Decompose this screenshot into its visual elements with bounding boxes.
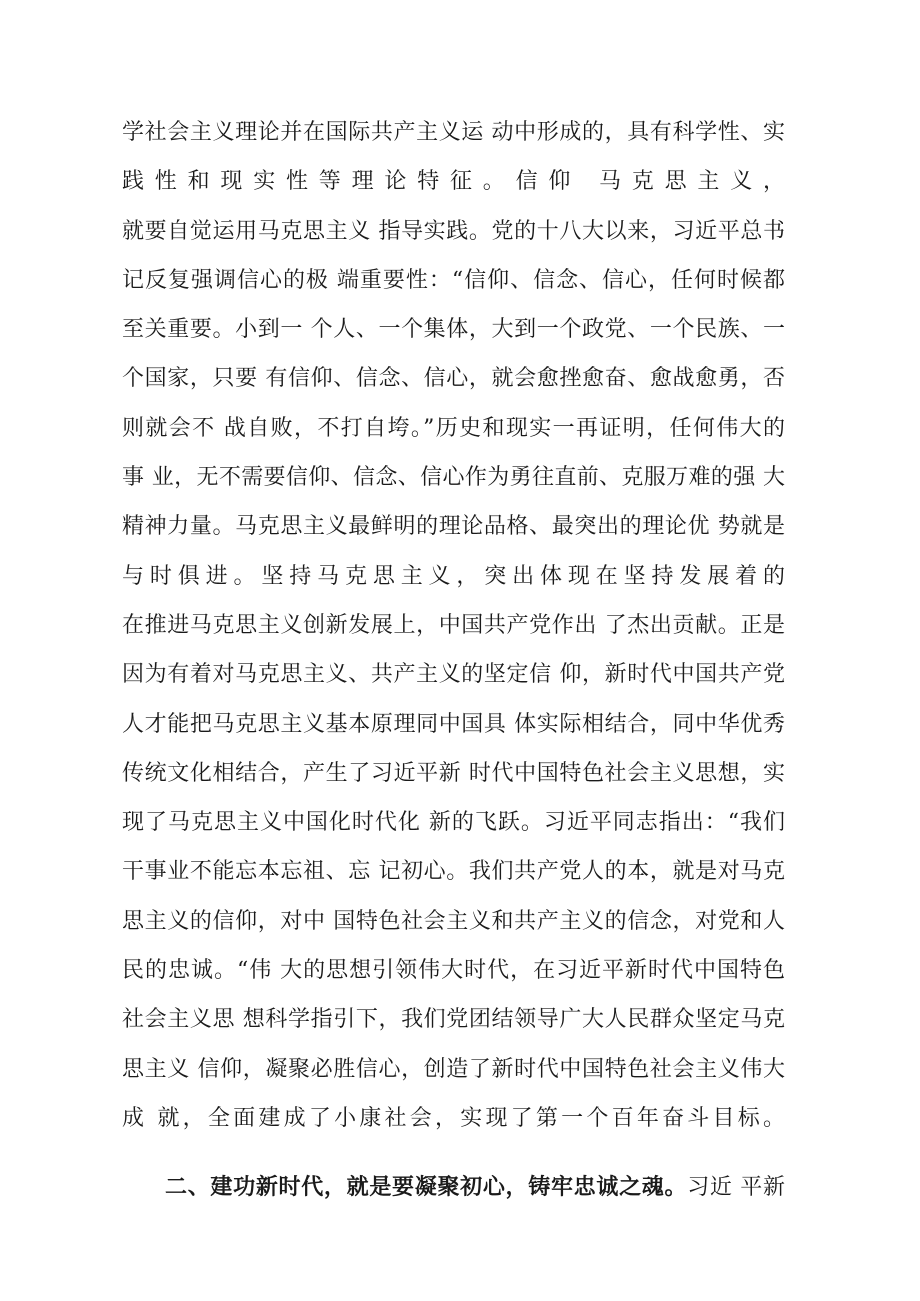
text-line: 现了马克思主义中国化时代化 新的飞跃。习近平同志指出：“我们 — [122, 810, 785, 836]
text-line: 个国家，只要 有信仰、信念、信心，就会愈挫愈奋、愈战愈勇，否 — [122, 366, 785, 392]
section-text-start: 习近 平新 — [687, 1175, 785, 1200]
text-line: 事 业，无不需要信仰、信念、信心作为勇往直前、克服万难的强 大 — [122, 465, 785, 491]
text-line: 思主义 信仰，凝聚必胜信心，创造了新时代中国特色社会主义伟大 — [122, 1056, 785, 1082]
text-line: 与时俱进。坚持马克思主义，突出体现在坚持发展着的 — [122, 563, 785, 589]
text-line: 民的忠诚。“伟 大的思想引领伟大时代，在习近平新时代中国特色 — [122, 958, 785, 984]
text-line: 干事业不能忘本忘祖、忘 记初心。我们共产党人的本，就是对马克 — [122, 859, 785, 885]
text-line: 至关重要。小到一 个人、一个集体，大到一个政党、一个民族、一 — [122, 317, 785, 343]
text-line: 成 就，全面建成了小康社会，实现了第一个百年奋斗目标。 — [122, 1105, 785, 1131]
text-line: 践性和现实性等理论特征。信仰 马克思主义， — [122, 169, 785, 195]
text-line: 在推进马克思主义创新发展上，中国共产党作出 了杰出贡献。正是 — [122, 612, 785, 638]
body-paragraph — [122, 112, 785, 1147]
text-line: 则就会不 战自败，不打自垮。”历史和现实一再证明，任何伟大的 — [122, 415, 785, 441]
text-line: 社会主义思 想科学指引下，我们党团结领导广大人民群众坚定马克 — [122, 1007, 785, 1033]
section-heading: 二、建功新时代，就是要凝聚初心，铸牢忠诚之魂。 — [165, 1174, 688, 1200]
text-line: 思主义的信仰，对中 国特色社会主义和共产主义的信念，对党和人 — [122, 908, 785, 934]
text-line: 学社会主义理论并在国际共产主义运 动中形成的，具有科学性、实 — [122, 120, 785, 145]
text-line: 精神力量。马克思主义最鲜明的理论品格、最突出的理论优 势就是 — [122, 514, 785, 540]
text-line: 因为有着对马克思主义、共产主义的坚定信 仰，新时代中国共产党 — [122, 662, 785, 688]
text-line: 记反复强调信心的极 端重要性：“信仰、信念、信心，任何时候都 — [122, 267, 785, 293]
section-heading-line — [165, 1166, 785, 1209]
text-line: 人才能把马克思主义基本原理同中国具 体实际相结合，同中华优秀 — [122, 711, 785, 737]
text-line: 就要自觉运用马克思主义 指导实践。党的十八大以来，习近平总书 — [122, 218, 785, 244]
text-line: 传统文化相结合，产生了习近平新 时代中国特色社会主义思想，实 — [122, 760, 785, 786]
